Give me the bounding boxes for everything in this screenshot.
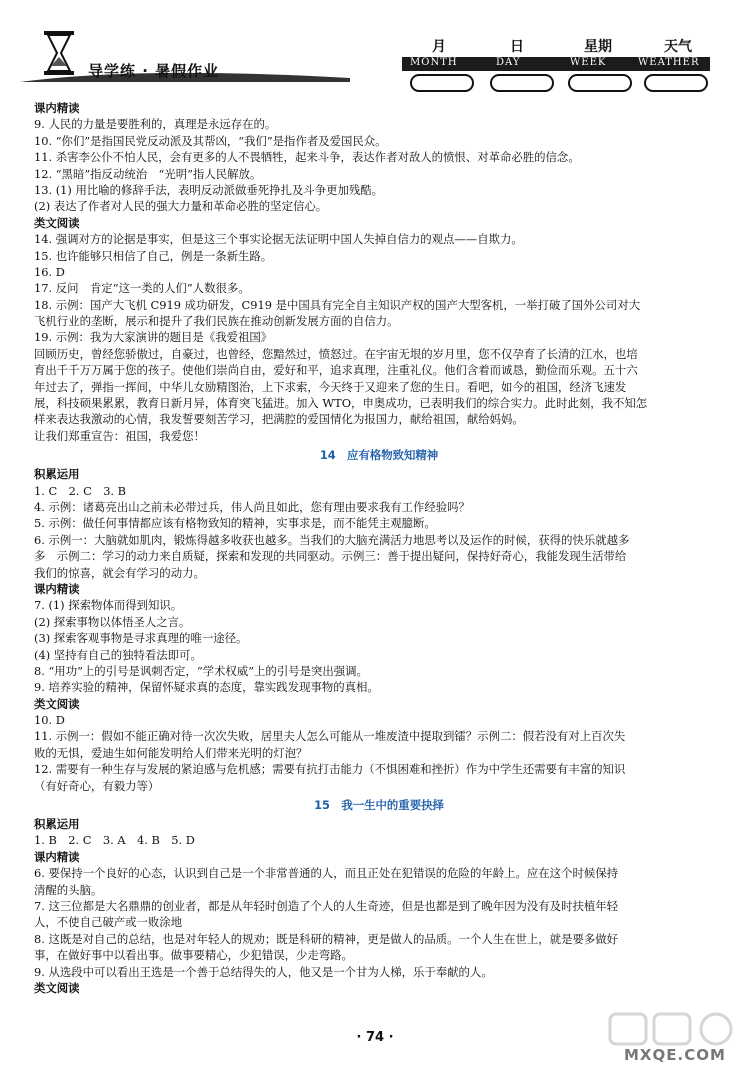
answer-line: 12. “黑暗”指反动统治 “光明”指人民解放。 <box>34 166 262 181</box>
answer-line: 16. D <box>34 264 65 279</box>
answer-line: 让我们郑重宣告：祖国，我爱您！ <box>34 428 205 443</box>
answer-line: 多 示例二：学习的动力来自质疑，探索和发现的共同驱动。示例三：善于提出疑问，保持好奇心，我能发现生活带给 <box>34 549 627 564</box>
week-input-pill[interactable] <box>568 74 632 92</box>
month-input-pill[interactable] <box>410 74 474 92</box>
answer-line: 5. 示例：做任何事情都应该有格物致知的精神，实事求是，而不能凭主观臆断。 <box>34 516 436 531</box>
answer-line: 13. (1) 用比喻的修辞手法，表明反动派做垂死挣扎及斗争更加残酷。 <box>34 182 384 197</box>
answer-line: 1. B 2. C 3. A 4. B 5. D <box>34 833 195 848</box>
section-heading: 积累运用 <box>34 467 80 482</box>
answer-line: 7. 这三位都是大名鼎鼎的创业者，都是从年轻时创造了个人的人生奇迹，但是也都是到了晚年因为没有及时扶植年轻 <box>34 898 619 913</box>
section-heading: 课内精读 <box>34 849 80 864</box>
lesson-title: 15 我一生中的重要抉择 <box>314 798 444 813</box>
answer-line: 年过去了，弹指一挥间，中华儿女励精图治，上下求索，今天终于又迎来了您的生日。看吧，如今的祖国，经济飞速发 <box>34 379 627 394</box>
answer-line: 飞机行业的垄断，展示和提升了我们民族在推动创新发展方面的自信力。 <box>34 314 399 329</box>
answer-line: 事，在做好事中以看出事。做事要精心，少犯错误，少走弯路。 <box>34 948 353 963</box>
answer-line: 展，科技硕果累累，教育日新月异，体育突飞猛进。加入 WTO，申奥成功，已表明我们的综合实力。此时此刻，我不知怎 <box>34 396 648 411</box>
answer-line: 清醒的头脑。 <box>34 882 103 897</box>
answer-line: 人，不使自己破产或一败涂地 <box>34 915 183 930</box>
answer-line: 回顾历史，曾经您骄傲过，自豪过，也曾经，您黯然过，愤怒过。在宇宙无垠的岁月里，您不仅孕育了长清的江水，也培 <box>34 346 638 361</box>
day-band-text: DAY <box>496 57 521 68</box>
month-band-text: MONTH <box>410 57 458 68</box>
answer-line: 育出千千万万属于您的孩子。使他们崇尚自由，爱好和平，追求真理，注重礼仪。他们含着而诚恳，勤俭而乐观。五十六 <box>34 363 638 378</box>
date-labels <box>402 36 710 56</box>
page-header <box>0 0 750 96</box>
page-number: · 74 · <box>356 1030 394 1045</box>
answer-line: 15. 也许能够只相信了自己，例是一条新生路。 <box>34 248 273 263</box>
answer-line: 8. “用功”上的引号是讽刺否定，“学术权威”上的引号是突出强调。 <box>34 663 368 678</box>
day-label: 日 <box>510 39 524 55</box>
answer-line: 17. 反问 肯定“这一类的人们”人数很多。 <box>34 281 250 296</box>
section-heading: 课内精读 <box>34 581 80 596</box>
section-heading: 类文阅读 <box>34 980 80 995</box>
section-heading: 类文阅读 <box>34 696 80 711</box>
answer-line: 样来表达我激动的心情，我发誓要刻苦学习，把满腔的爱国情化为报国力，献给祖国，献给妈妈。 <box>34 412 524 427</box>
week-band-text: WEEK <box>570 57 607 68</box>
section-heading: 课内精读 <box>34 101 80 115</box>
answer-line: 11. 杀害李公仆不怕人民，会有更多的人不畏牺牲，起来斗争，表达作者对敌人的愤恨、对革命必胜的信念。 <box>34 150 580 165</box>
day-input-pill[interactable] <box>490 74 554 92</box>
answer-line: (2) 探索事物以体悟圣人之言。 <box>34 614 191 629</box>
answer-line: 12. 需要有一种生存与发展的紧迫感与危机感；需要有抗打击能力（不惧困难和挫折）作为中学生还需要有丰富的知识 <box>34 762 626 777</box>
section-heading: 类文阅读 <box>34 215 80 230</box>
answer-line: 9. 人民的力量是要胜利的，真理是永远存在的。 <box>34 117 277 132</box>
lesson-title: 14 应有格物致知精神 <box>319 448 439 463</box>
answer-line: 11. 示例一：假如不能正确对待一次次失败，居里夫人怎么可能从一堆废渣中提取到镭？示例二：假若没有对上百次失 <box>34 729 626 744</box>
answer-line: 我们的惊喜，就会有学习的动力。 <box>34 565 205 580</box>
answer-line: 9. 培养实验的精神，保留怀疑求真的态度，靠实践发现事物的真相。 <box>34 680 379 695</box>
answer-line: 6. 要保持一个良好的心态，认识到自己是一个非常普通的人，而且正处在犯错误的危险的年龄上。应在这个时候保持 <box>34 866 619 881</box>
answer-line: (2) 表达了作者对人民的强大力量和革命必胜的坚定信心。 <box>34 199 328 214</box>
answer-content <box>34 100 724 996</box>
section-heading: 积累运用 <box>34 817 80 832</box>
month-label: 月 <box>432 39 446 55</box>
answer-line: 7. (1) 探索物体而得到知识。 <box>34 598 183 613</box>
answer-line: 8. 这既是对自己的总结，也是对年轻人的规劝；既是科研的精神，更是做人的品质。一个人生在世上，就是要多做好 <box>34 931 619 946</box>
answer-line: 9. 从选段中可以看出王选是一个善于总结得失的人，他又是一个甘为人梯，乐于奉献的人。 <box>34 964 493 979</box>
date-band <box>402 57 710 71</box>
watermark-text: MXQE.COM <box>624 1046 726 1064</box>
answer-line: 败的无惧，爱迪生如何能发明给人们带来光明的灯泡？ <box>34 745 308 760</box>
answer-line: 19. 示例：我为大家演讲的题目是《我爱祖国》 <box>34 330 273 345</box>
weather-input-pill[interactable] <box>644 74 708 92</box>
answer-line: 6. 示例一：大脑就如肌肉，锻炼得越多收获也越多。当我们的大脑充满活力地思考以及运作的时候，获得的快乐就越多 <box>34 532 630 547</box>
answer-line: (4) 坚持有自己的独特看法即可。 <box>34 647 202 662</box>
answer-line: （有好奇心，有毅力等） <box>34 778 160 793</box>
week-label: 星期 <box>584 39 612 55</box>
weather-band-text: WEATHER <box>638 57 700 68</box>
answer-line: 10. “你们”是指国民党反动派及其帮凶，“我们”是指作者及爱国民众。 <box>34 133 387 148</box>
brand-title: 导学练 · 暑假作业 <box>88 62 220 80</box>
answer-line: 1. C 2. C 3. B <box>34 483 127 498</box>
answer-line: 18. 示例：国产大飞机 C919 成功研发，C919 是中国具有完全自主知识产权的国产大型客机，一举打破了国外公司对大 <box>34 297 641 312</box>
answer-line: 14. 强调对方的论据是事实，但是这三个事实论据无法证明中国人失掉自信力的观点——自欺力。 <box>34 232 523 247</box>
answer-line: 10. D <box>34 713 65 728</box>
weather-label: 天气 <box>664 39 692 55</box>
answer-line: (3) 探索客观事物是寻求真理的唯一途径。 <box>34 631 248 646</box>
answer-line: 4. 示例：诸葛亮出山之前未必带过兵，伟人尚且如此，您有理由要求我有工作经验吗？ <box>34 499 470 514</box>
